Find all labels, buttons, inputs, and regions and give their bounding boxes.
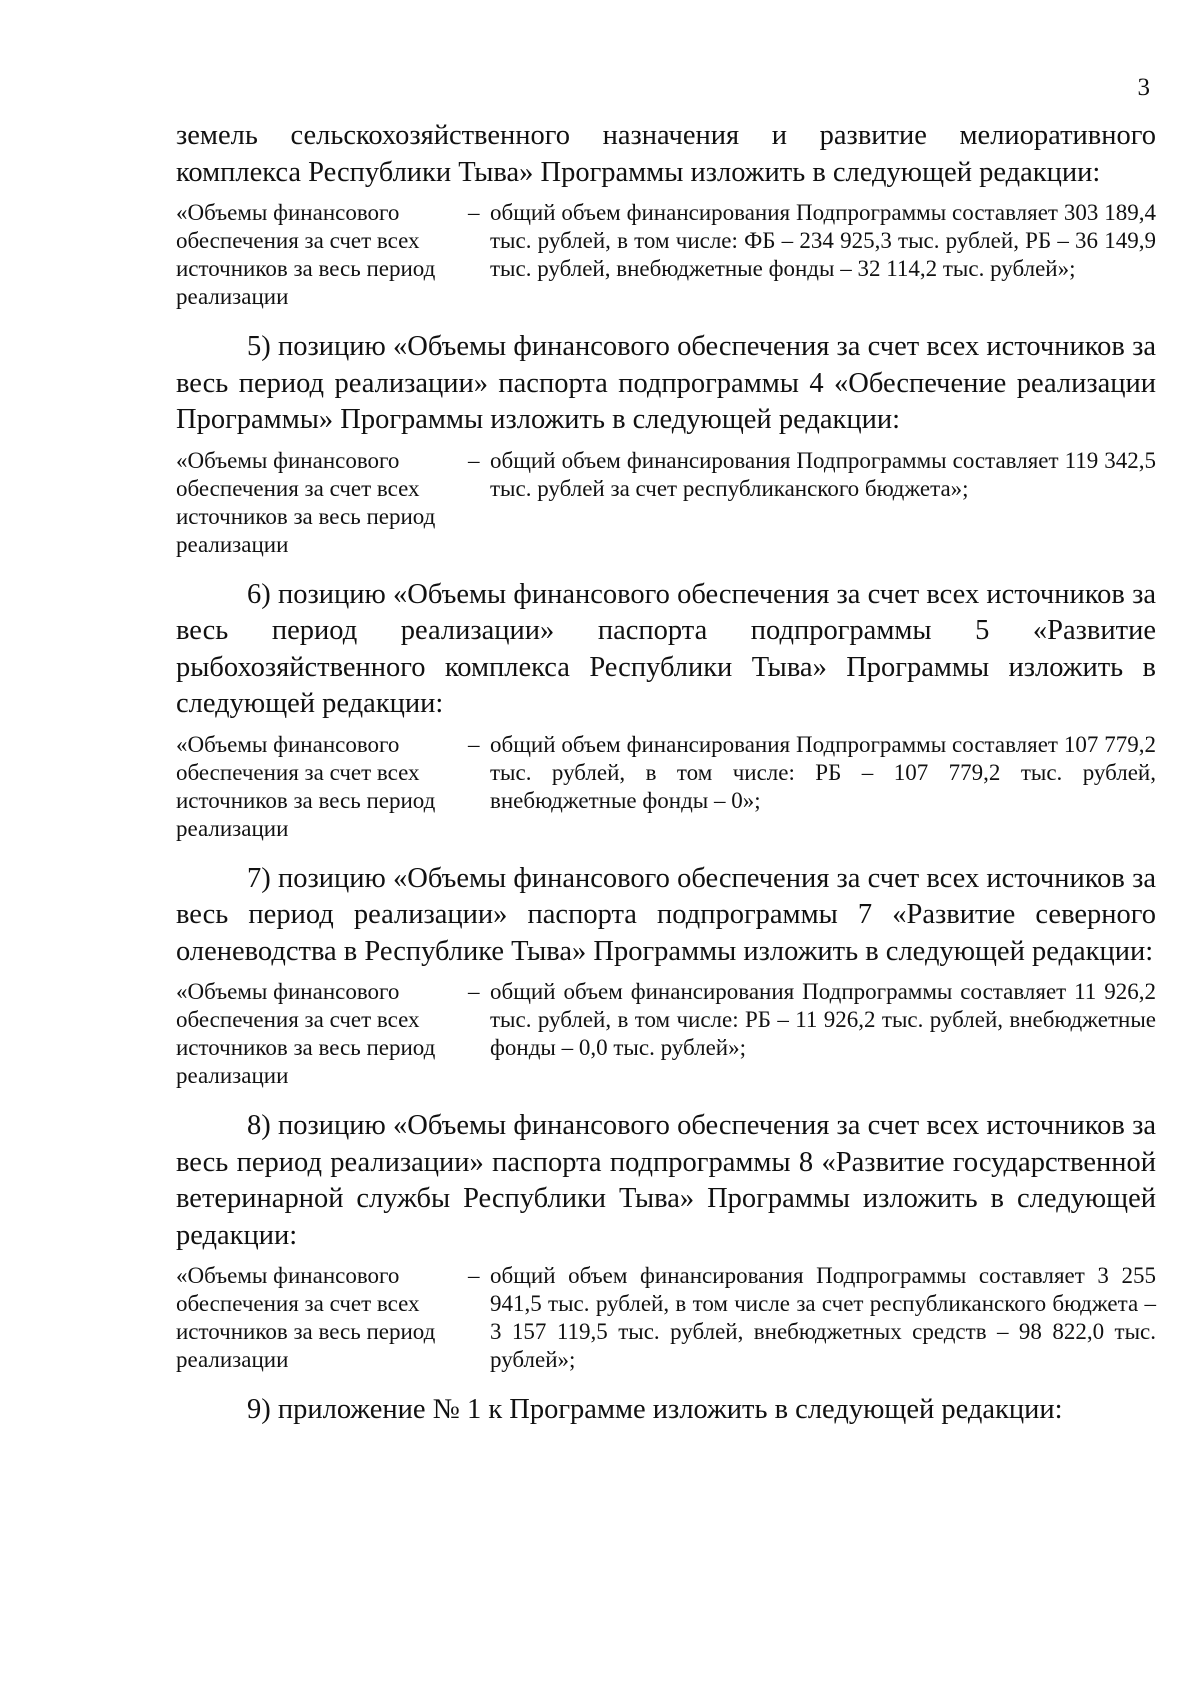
paragraph-intro: земель сельскохозяйственного назначения и развитие мелиоративного комплекса Республики Тыва» Программы изложить в следующей редакции: [176, 120, 1156, 188]
financing-block-5 [176, 1262, 1156, 1374]
financing-block-4 [176, 978, 1156, 1090]
financing-block-2 [176, 447, 1156, 559]
financing-block-1 [176, 199, 1156, 311]
dash: – [468, 447, 480, 473]
block-value: общий объем финансирования Подпрограммы составляет 303 189,4 тыс. рублей, в том числе: ФБ – 234 925,3 тыс. рублей, РБ – 36 149,9 тыс. рублей, внебюджетные фонды – 32 114,2 тыс. рублей»; [490, 200, 1156, 281]
paragraph-item-7: 7) позицию «Объемы финансового обеспечения за счет всех источников за весь период реализации» паспорта подпрограммы 7 «Развитие северного оленеводства в Республике Тыва» Программы изложить в следующей редакции: [176, 862, 1156, 967]
paragraph-item-6: 6) позицию «Объемы финансового обеспечения за счет всех источников за весь период реализации» паспорта подпрограммы 5 «Развитие рыбохозяйственного комплекса Республики Тыва» Программы изложить в следующей редакции: [176, 578, 1156, 719]
dash: – [468, 1263, 480, 1288]
block-label: «Объемы финансового обеспечения за счет всех источников за весь период реализации [176, 200, 436, 309]
block-label: «Объемы финансового обеспечения за счет всех источников за весь период реализации [176, 1263, 436, 1372]
dash: – [468, 979, 480, 1004]
block-value: общий объем финансирования Подпрограммы составляет 119 342,5 тыс. рублей за счет республиканского бюджета»; [490, 447, 1156, 501]
financing-block-3 [176, 731, 1156, 843]
page-number: 3 [1137, 74, 1150, 101]
block-value: общий объем финансирования Подпрограммы составляет 107 779,2 тыс. рублей, в том числе: РБ – 107 779,2 тыс. рублей, внебюджетные фонды – 0»; [490, 731, 1156, 813]
paragraph-item-5: 5) позицию «Объемы финансового обеспечения за счет всех источников за весь период реализации» паспорта подпрограммы 4 «Обеспечение реализации Программы» Программы изложить в следующей редакции: [176, 331, 1156, 435]
dash: – [468, 731, 480, 757]
block-label: «Объемы финансового обеспечения за счет всех источников за весь период реализации [176, 731, 436, 841]
block-label: «Объемы финансового обеспечения за счет всех источников за весь период реализации [176, 979, 436, 1088]
paragraph-item-9: 9) приложение № 1 к Программе изложить в следующей редакции: [247, 1394, 1063, 1425]
paragraph-item-8: 8) позицию «Объемы финансового обеспечения за счет всех источников за весь период реализации» паспорта подпрограммы 8 «Развитие государственной ветеринарной службы Республики Тыва» Программы изложить в следующей редакции: [176, 1110, 1156, 1251]
document-body [176, 118, 1156, 1429]
block-value: общий объем финансирования Подпрограммы составляет 3 255 941,5 тыс. рублей, в том числе за счет республиканского бюджета – 3 157 119,5 тыс. рублей, внебюджетных средств – 98 822,0 тыс. рублей»; [490, 1263, 1156, 1372]
dash: – [468, 200, 480, 225]
block-value: общий объем финансирования Подпрограммы составляет 11 926,2 тыс. рублей, в том числе: РБ – 11 926,2 тыс. рублей, внебюджетные фонды – 0,0 тыс. рублей»; [490, 979, 1156, 1060]
block-label: «Объемы финансового обеспечения за счет всех источников за весь период реализации [176, 447, 436, 557]
